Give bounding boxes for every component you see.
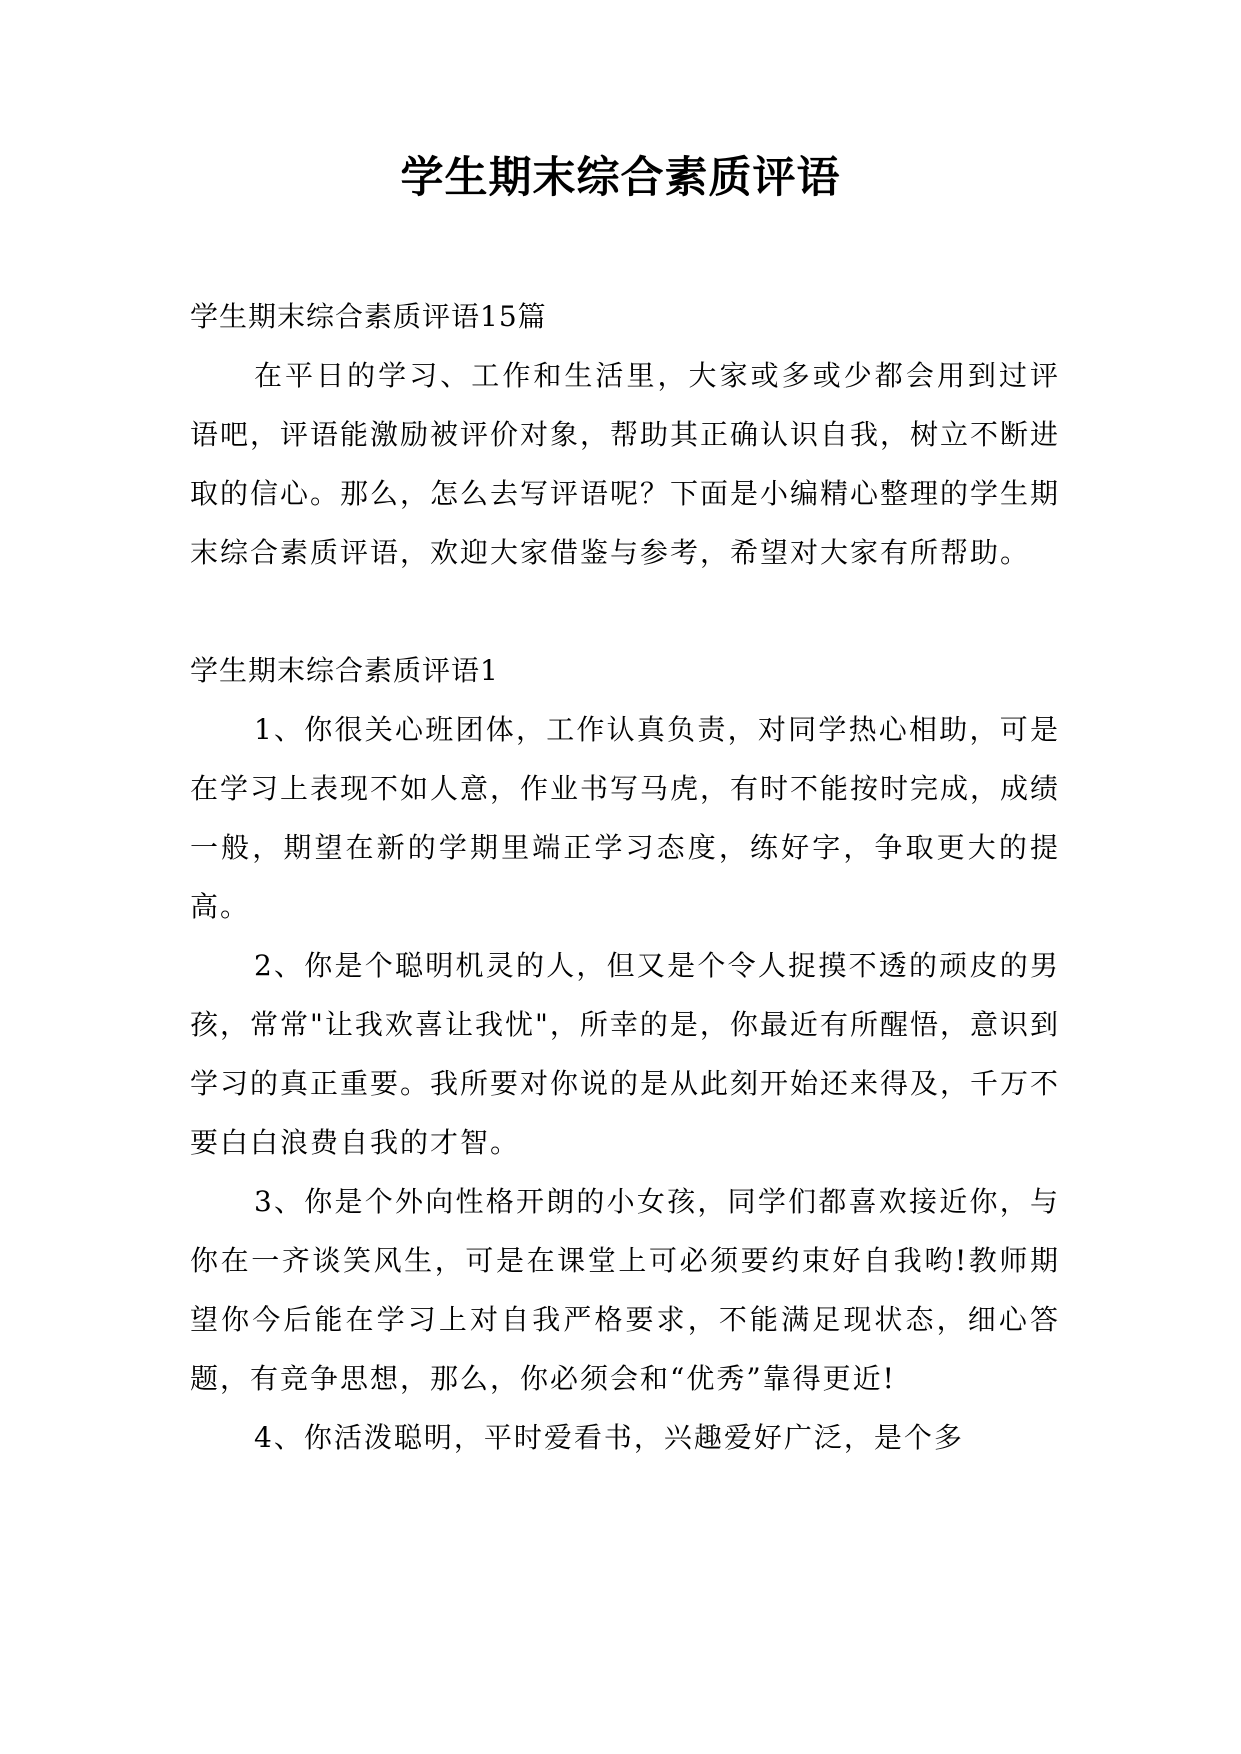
- comment-item-2: 2、你是个聪明机灵的人，但又是个令人捉摸不透的顽皮的男孩，常常"让我欢喜让我忧"，所幸的是，你最近有所醒悟，意识到学习的真正重要。我所要对你说的是从此刻开始还来得及，千万不要白白浪费自我的才智。: [190, 949, 1061, 1159]
- comment-item-4: 4、你活泼聪明，平时爱看书，兴趣爱好广泛，是个多: [254, 1421, 964, 1454]
- intro-paragraph: 在平日的学习、工作和生活里，大家或多或少都会用到过评语吧，评语能激励被评价对象，帮助其正确认识自我，树立不断进取的信心。那么，怎么去写评语呢？下面是小编精心整理的学生期末综合素质评语，欢迎大家借鉴与参考，希望对大家有所帮助。: [190, 359, 1061, 569]
- document-body: [190, 287, 1060, 1467]
- document-title: 学生期末综合素质评语: [400, 153, 841, 203]
- section-heading: 学生期末综合素质评语1: [190, 654, 499, 687]
- document-subtitle: 学生期末综合素质评语15篇: [190, 300, 547, 333]
- comment-item-3: 3、你是个外向性格开朗的小女孩，同学们都喜欢接近你，与你在一齐谈笑风生，可是在课堂上可必须要约束好自我哟!教师期望你今后能在学习上对自我严格要求，不能满足现状态，细心答题，有竞争思想，那么，你必须会和“优秀”靠得更近!: [190, 1185, 1060, 1395]
- comment-item-1: 1、你很关心班团体，工作认真负责，对同学热心相助，可是在学习上表现不如人意，作业书写马虎，有时不能按时完成，成绩一般，期望在新的学期里端正学习态度，练好字，争取更大的提高。: [190, 713, 1061, 923]
- paragraph-spacer: [190, 582, 1060, 641]
